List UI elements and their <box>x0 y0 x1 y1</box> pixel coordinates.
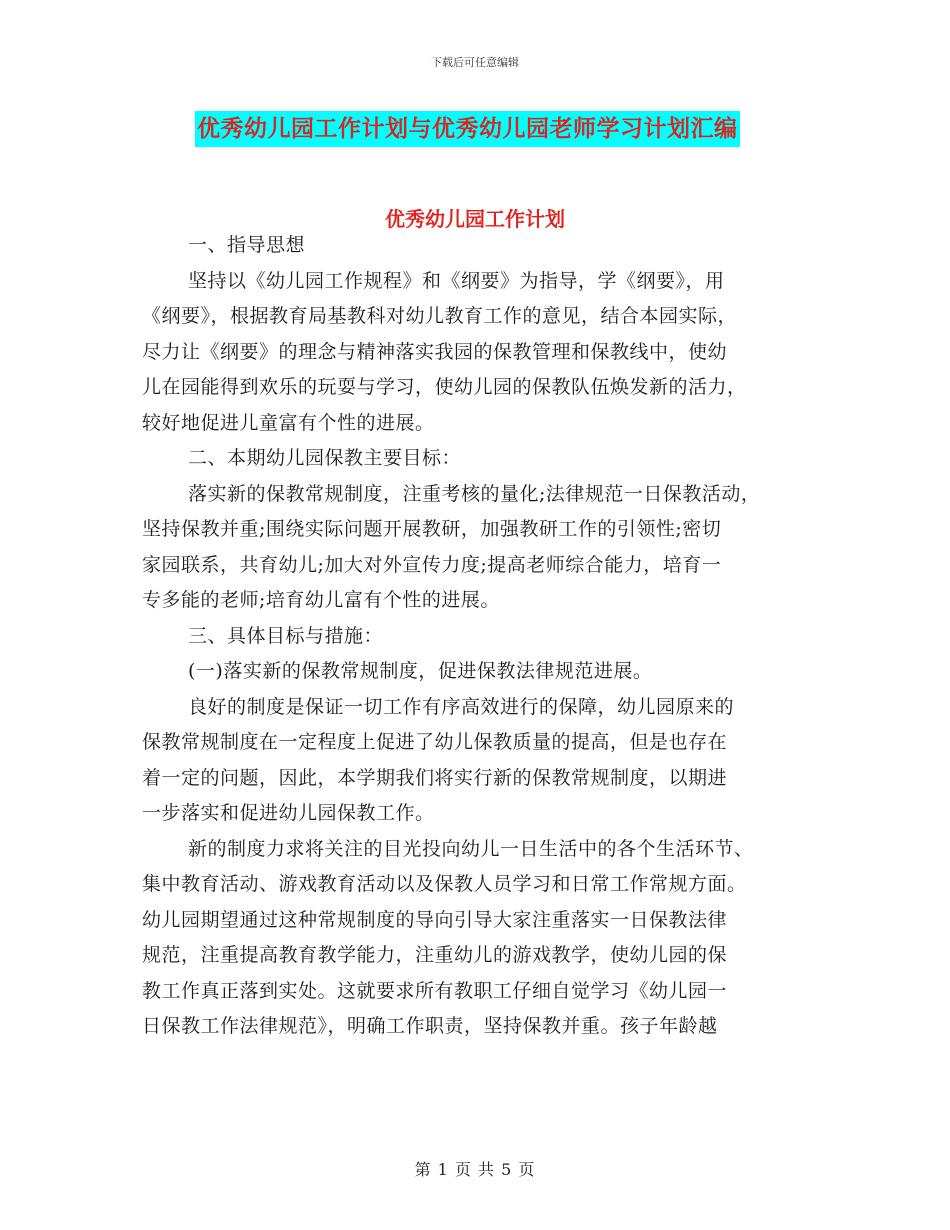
paragraph-line: 良好的制度是保证一切工作有序高效进行的保障，幼儿园原来的 <box>188 695 735 718</box>
paragraph-line: 儿在园能得到欢乐的玩耍与学习，使幼儿园的保教队伍焕发新的活力， <box>142 376 747 398</box>
document-body <box>142 228 817 1045</box>
paragraph-line: 保教常规制度在一定程度上促进了幼儿保教质量的提高，但是也存在 <box>142 731 728 753</box>
paragraph-line: 教工作真正落到实处。这就要求所有教职工仔细自觉学习《幼儿园一 <box>142 979 728 1002</box>
header-note: 下载后可任意编辑 <box>431 56 519 69</box>
document-title: 优秀幼儿园工作计划与优秀幼儿园老师学习计划汇编 <box>195 111 740 147</box>
paragraph-line: 一步落实和促进幼儿园保教工作。 <box>142 802 435 824</box>
heading-goals-measures: 三、具体目标与措施： <box>188 624 384 647</box>
paragraph-line: 《纲要》，根据教育局基教科对幼儿教育工作的意见，结合本园实际， <box>142 305 738 327</box>
paragraph-line: 坚持保教并重;围绕实际问题开展教研，加强教研工作的引领性;密切 <box>142 518 722 540</box>
paragraph-line: 家园联系，共育幼儿;加大对外宣传力度;提高老师综合能力，培育一 <box>142 553 722 576</box>
paragraph-line: 幼儿园期望通过这种常规制度的导向引导大家注重落实一日保教法律 <box>142 908 728 931</box>
subheading-one: (一)落实新的保教常规制度，促进保教法律规范进展。 <box>188 660 653 682</box>
paragraph-line: 专多能的老师;培育幼儿富有个性的进展。 <box>142 589 500 611</box>
heading-main-goals: 二、本期幼儿园保教主要目标： <box>188 447 462 469</box>
section-title: 优秀幼儿园工作计划 <box>385 207 565 231</box>
paragraph-line: 规范，注重提高教育教学能力，注重幼儿的游戏教学，使幼儿园的保 <box>142 944 728 966</box>
heading-guiding-ideology: 一、指导思想 <box>188 234 306 256</box>
paragraph-line: 集中教育活动、游戏教育活动以及保教人员学习和日常工作常规方面。 <box>142 873 747 895</box>
paragraph-line: 较好地促进儿童富有个性的进展。 <box>142 411 435 434</box>
paragraph-line: 日保教工作法律规范》，明确工作职责，坚持保教并重。孩子年龄越 <box>142 1015 718 1037</box>
page-footer: 第 1 页 共 5 页 <box>414 1160 536 1179</box>
paragraph-line: 着一定的问题，因此，本学期我们将实行新的保教常规制度，以期进 <box>142 766 728 789</box>
paragraph-line: 新的制度力求将关注的目光投向幼儿一日生活中的各个生活环节、 <box>188 837 754 860</box>
paragraph-line: 坚持以《幼儿园工作规程》和《纲要》为指导，学《纲要》，用 <box>188 269 725 292</box>
paragraph-line: 落实新的保教常规制度，注重考核的量化;法律规范一日保教活动， <box>188 482 761 505</box>
paragraph-line: 尽力让《纲要》的理念与精神落实我园的保教管理和保教线中，使幼 <box>142 340 728 363</box>
